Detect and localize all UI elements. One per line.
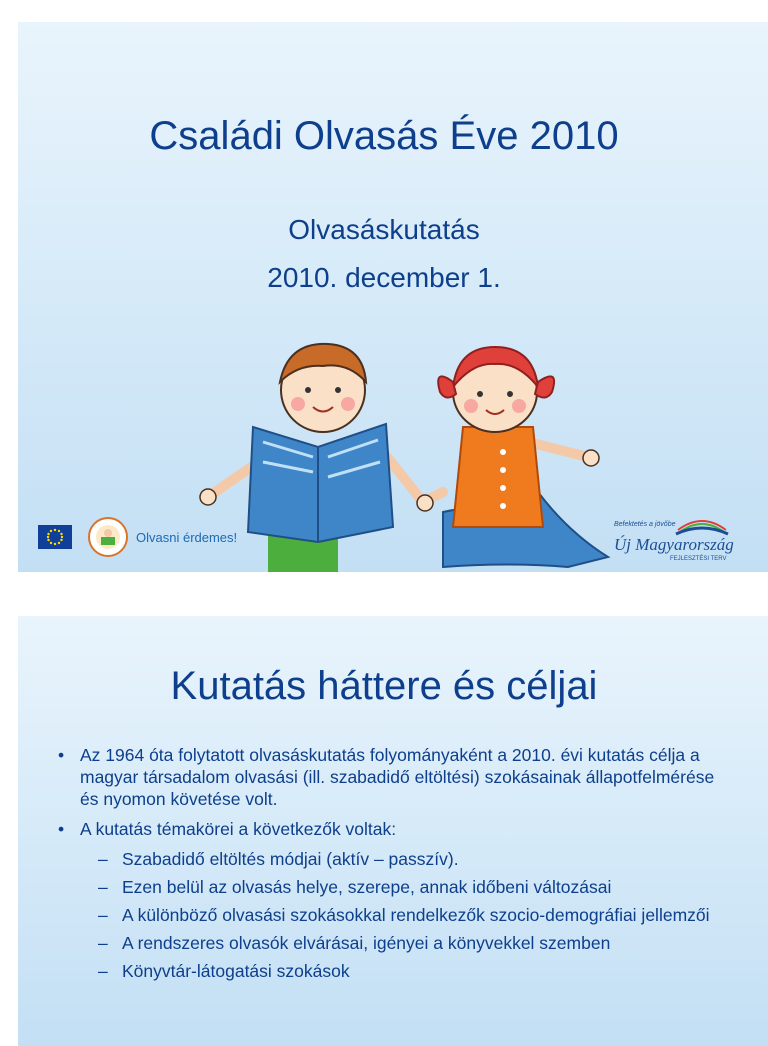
title-slide bbox=[18, 22, 768, 572]
partner-logo-text: Új Magyarország bbox=[614, 535, 734, 554]
girl-dress bbox=[453, 427, 543, 527]
slide-date: 2010. december 1. bbox=[267, 262, 501, 293]
sub-bullet-item: – A különböző olvasási szokásokkal rendelkezők szocio-demográfiai jellemzői bbox=[58, 904, 728, 926]
bullet-item: • Az 1964 óta folytatott olvasáskutatás folyományaként a 2010. évi kutatás célja a magyar társadalom olvasási (ill. szabadidő eltöltési) szokásainak állapotfelmérése és nyomon követése volt. bbox=[58, 744, 728, 810]
content-slide bbox=[18, 616, 768, 1046]
bullet-list bbox=[58, 744, 728, 988]
reading-year-seal-icon bbox=[88, 517, 128, 557]
sub-bullet-item: – Ezen belül az olvasás helye, szerepe, annak időbeni változásai bbox=[58, 876, 728, 898]
slogan-text: Olvasni érdemes! bbox=[136, 529, 238, 545]
children-reading-illustration bbox=[188, 332, 618, 572]
eu-flag-icon bbox=[38, 525, 72, 549]
partner-tagline: Befektetés a jövőbe bbox=[614, 521, 676, 528]
sub-bullet-item: – Szabadidő eltöltés módjai (aktív – passzív). bbox=[58, 848, 728, 870]
sub-bullet-item: – Könyvtár-látogatási szokások bbox=[58, 960, 728, 982]
bullet-item: • A kutatás témakörei a következők voltak: bbox=[58, 818, 728, 840]
sub-bullet-item: – A rendszeres olvasók elvárásai, igényei a könyvekkel szemben bbox=[58, 932, 728, 954]
slide-subtitle: Olvasáskutatás bbox=[288, 214, 480, 245]
footer-left-logos bbox=[38, 517, 237, 557]
partner-logo-sub: FEJLESZTÉSI TERV bbox=[670, 556, 727, 562]
uj-magyarorszag-logo bbox=[610, 512, 740, 572]
slide-title: Kutatás háttere és céljai bbox=[170, 664, 598, 708]
slide-title: Családi Olvasás Éve 2010 bbox=[149, 114, 619, 158]
